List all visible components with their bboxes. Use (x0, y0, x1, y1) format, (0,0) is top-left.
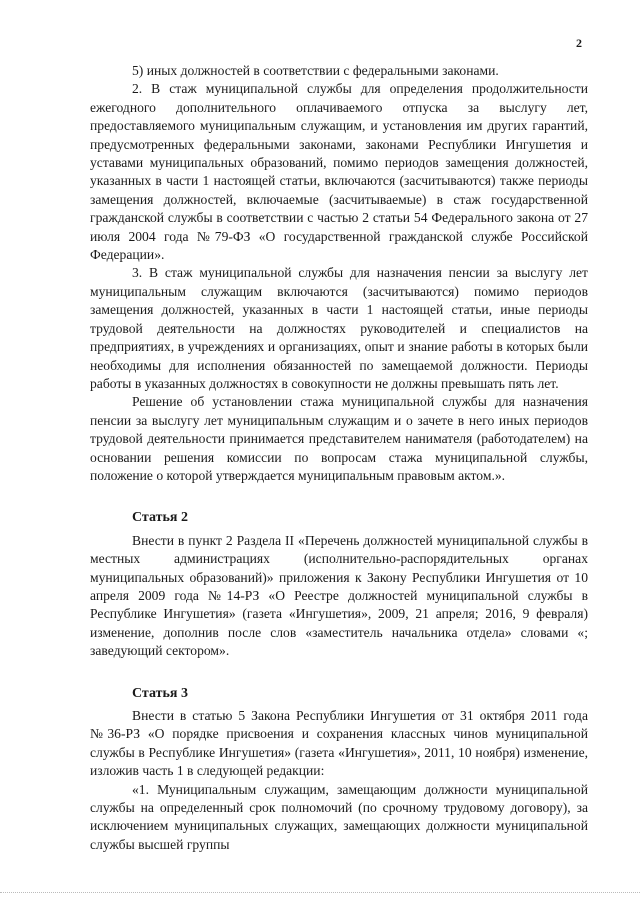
paragraph-article-3-quote: «1. Муниципальным служащим, замещающим должности муниципальной службы на определенный срок полномочий (по срочному трудовому договору), за исключением муниципальных служащих, замещающих должности муниципальной службы высшей группы (90, 781, 588, 852)
paragraph-part-3: 3. В стаж муниципальной службы для назначения пенсии за выслугу лет муниципальным служащим включаются (засчитываются) помимо периодов замещения должностей, указанных в части 1 настоящей статьи, иные периоды трудовой деятельности на должностях руководителей и специалистов на предприятиях, в учреждениях и организациях, опыт и знание работы в которых были необходимы для исполнения обязанностей по замещаемой должности. Периоды работы в указанных должностях в совокупности не должны превышать пять лет. (90, 265, 588, 391)
paragraph-article-3: Внести в статью 5 Закона Республики Ингушетия от 31 октября 2011 года №36-РЗ «О порядке присвоения и сохранения классных чинов муниципальной службы в Республике Ингушетия» (газета «Ингушетия», 2011, 10 ноября) изменение, изложив часть 1 в следующей редакции: (90, 708, 588, 779)
paragraph-part-2: 2. В стаж муниципальной службы для определения продолжительности ежегодного дополнительного оплачиваемого отпуска за выслугу лет, предоставляемого муниципальным служащим, и установления им других гарантий, предусмотренных федеральными законами, законами Республики Ингушетия и уставами муниципальных образований, помимо периодов замещения должностей, указанных в части 1 настоящей статьи, включаются (засчитываются) также периоды замещения должностей, включаемые (засчитываемые) в стаж государственной гражданской службы в соответствии с частью 2 статьи 54 Федерального закона от 27 июля 2004 года №79-ФЗ «О государственной гражданской службе Российской Федерации». (90, 81, 588, 263)
page-number: 2 (576, 36, 582, 50)
paragraph-article-2: Внести в пункт 2 Раздела II «Перечень должностей муниципальной службы в местных администрациях (исполнительно-распорядительных органах муниципальных образований)» приложения к Закону Республики Ингушетия от 10 апреля 2009 года №14-РЗ «О Реестре должностей муниципальной службы в Республике Ингушетия» (газета «Ингушетия», 2009, 21 апреля; 2016, 9 февраля) изменение, дополнив после слов «заместитель начальника отдела» словами «; заведующий сектором». (90, 532, 588, 659)
heading-article-3: Статья 3 (132, 685, 188, 701)
paragraph-list-item-5: 5) иных должностей в соответствии с федеральными законами. (132, 63, 499, 78)
paragraph-decision: Решение об установлении стажа муниципальной службы для назначения пенсии за выслугу лет муниципальным служащим и о зачете в него иных периодов трудовой деятельности принимается представителем нанимателя (работодателем) на основании решения комиссии по вопросам стажа муниципальной службы, положение о которой утверждается муниципальным правовым актом.». (90, 394, 588, 483)
scan-edge-artifact (0, 892, 640, 895)
document-body (90, 62, 588, 854)
heading-article-2: Статья 2 (132, 510, 188, 526)
